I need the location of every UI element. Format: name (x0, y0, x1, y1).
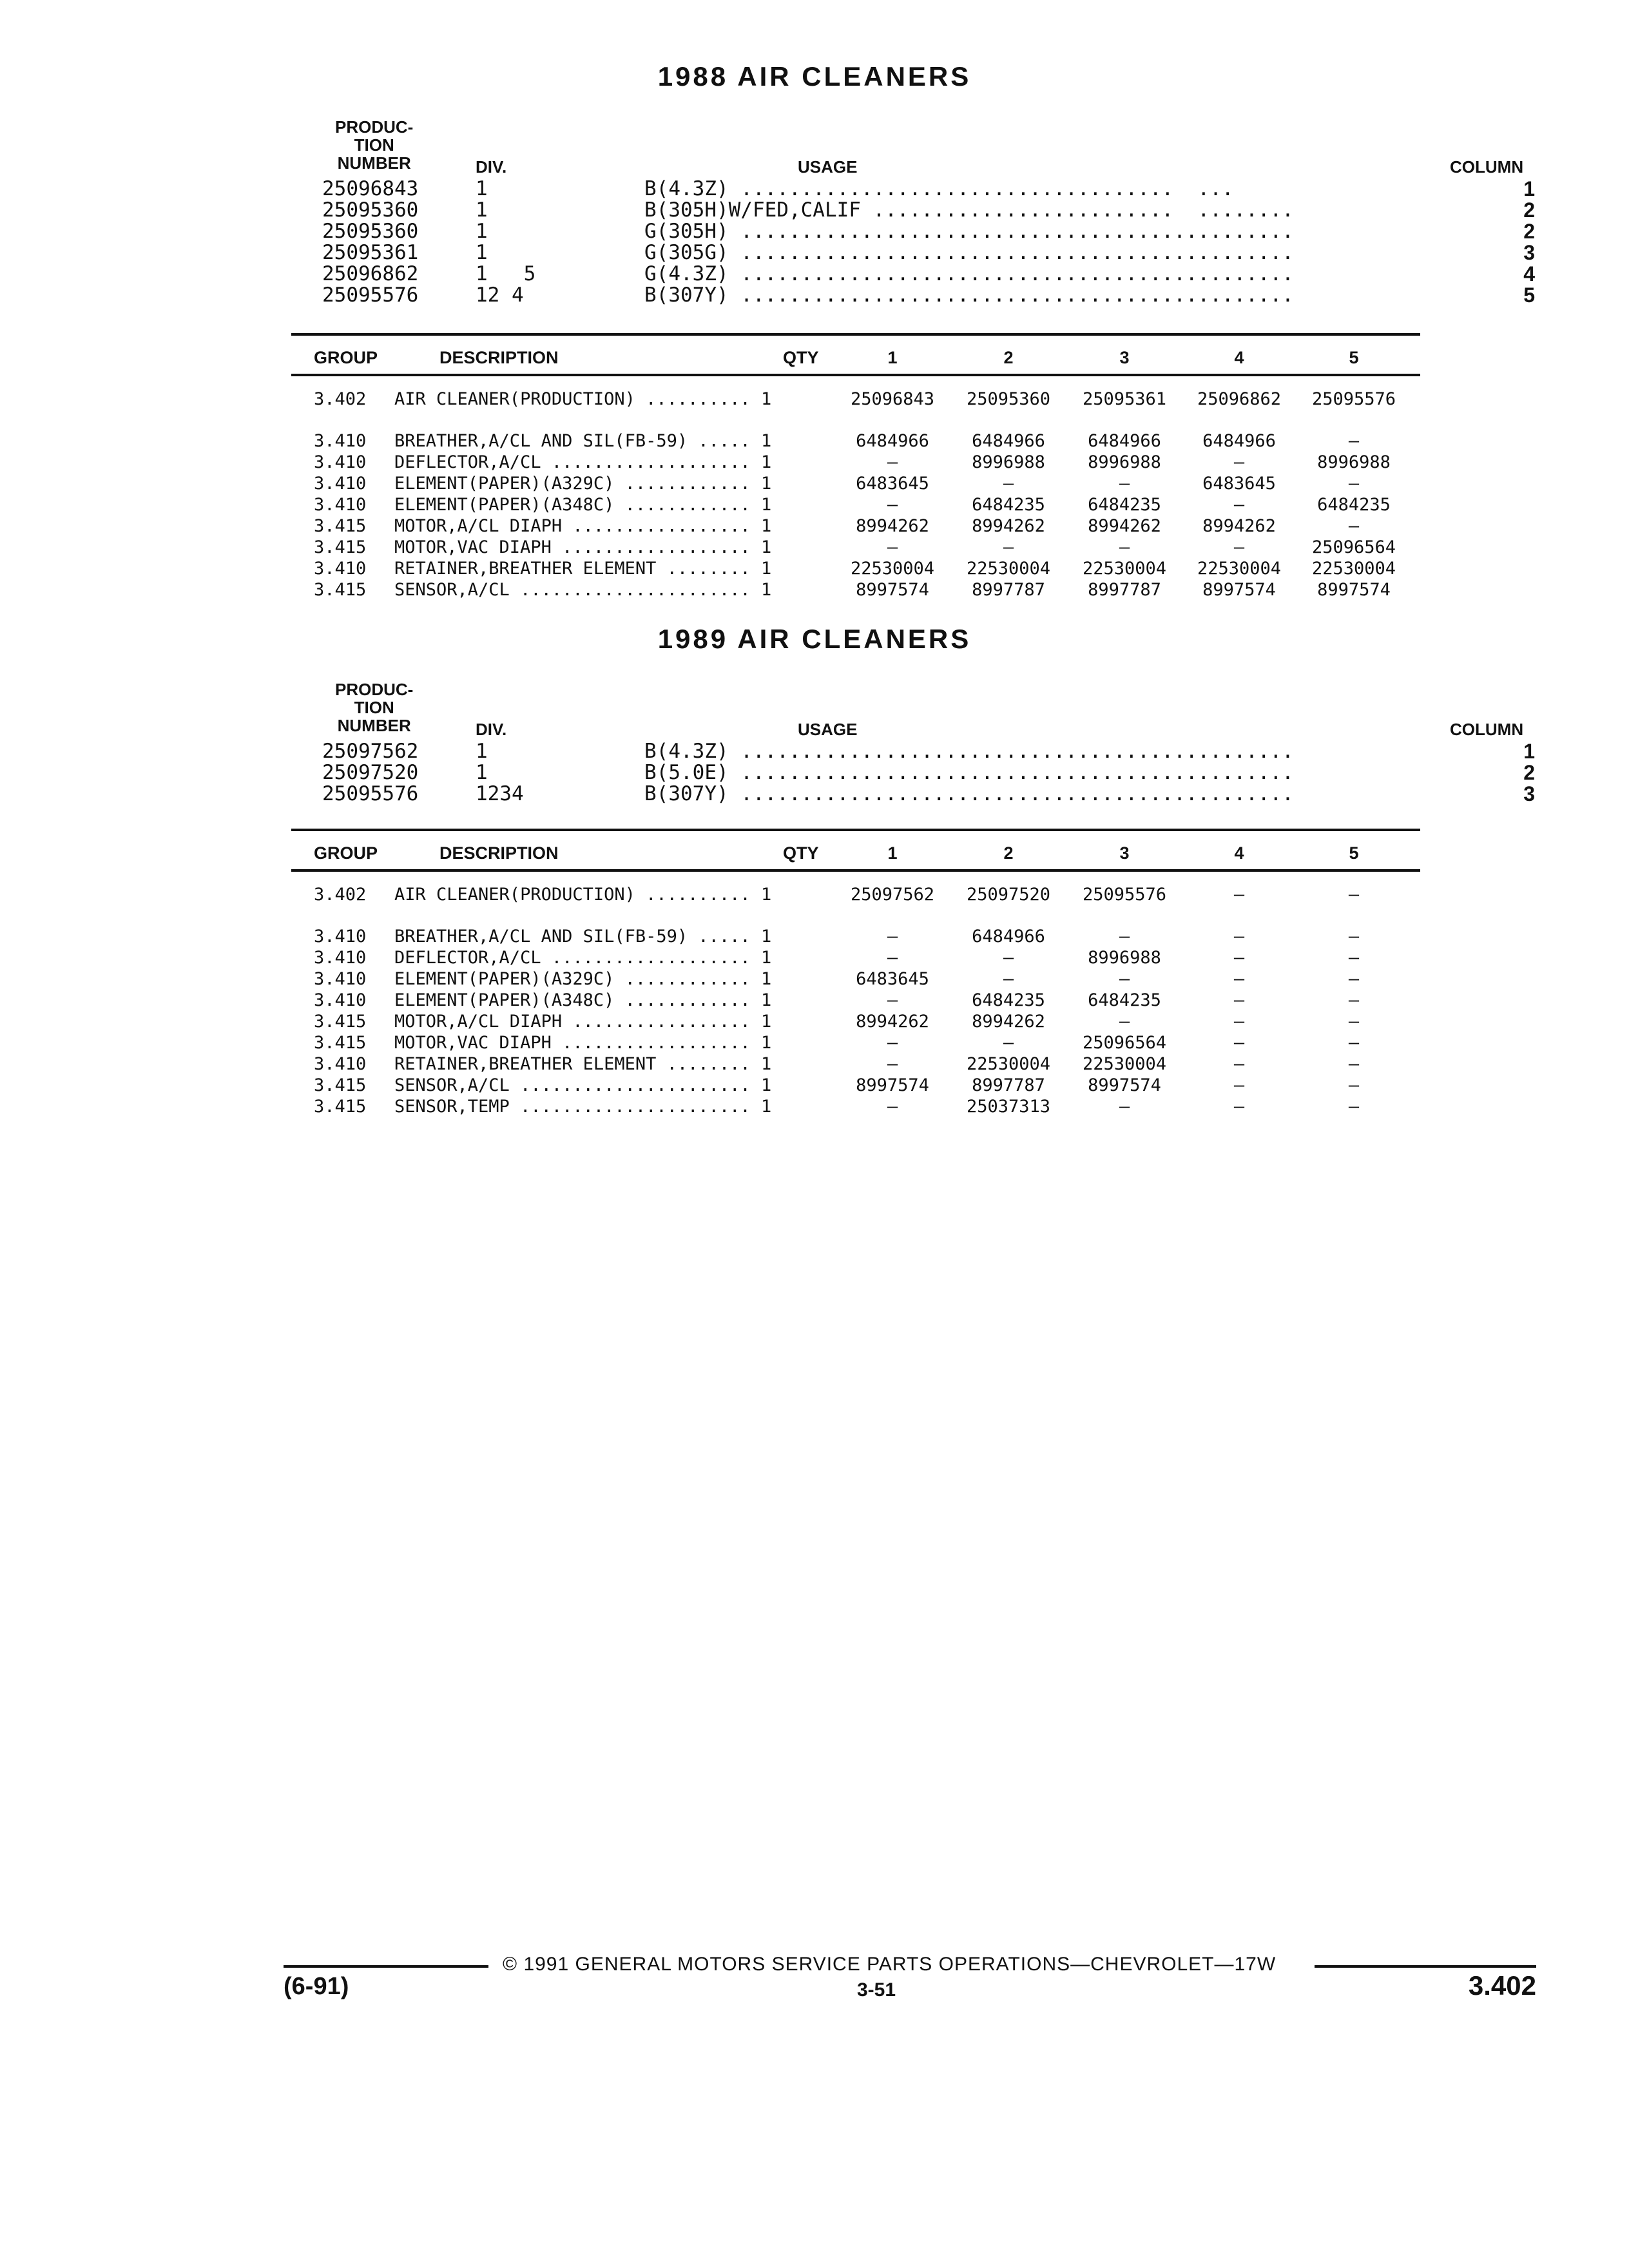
parts-row (0, 452, 1629, 473)
production-row (0, 264, 1629, 285)
part-number-col-5: — (1348, 948, 1360, 968)
column-number: 1 (1523, 177, 1535, 200)
division: 1 (476, 241, 488, 264)
col-1-header: 1 (887, 348, 898, 367)
part-number-col-5: 25095576 (1311, 389, 1396, 409)
part-number-col-2: — (1003, 474, 1014, 494)
copyright-notice: © 1991 GENERAL MOTORS SERVICE PARTS OPERATIONS—CHEVROLET—17W (503, 1954, 1277, 1975)
part-number-col-3: 25095361 (1082, 389, 1167, 409)
part-number-col-3: 22530004 (1082, 1054, 1167, 1074)
part-number-col-1: — (887, 990, 898, 1010)
part-number-col-3: 22530004 (1082, 559, 1167, 579)
parts-row (0, 473, 1629, 494)
part-description: ELEMENT(PAPER)(A348C) ............ 1 (394, 990, 772, 1010)
part-number-col-4: — (1233, 537, 1245, 557)
part-number-col-1: 8994262 (856, 516, 929, 536)
part-number-col-5: — (1348, 516, 1360, 536)
division: 1 (476, 220, 488, 243)
group-code: 3.410 (314, 969, 367, 989)
parts-row (0, 579, 1629, 601)
part-number-col-1: — (887, 1054, 898, 1074)
production-number: 25095576 (322, 782, 419, 805)
part-description: RETAINER,BREATHER ELEMENT ........ 1 (394, 1054, 772, 1074)
parts-row (0, 494, 1629, 515)
part-number-col-1: — (887, 537, 898, 557)
qty-header: QTY (783, 348, 819, 367)
production-number: 25096862 (322, 262, 419, 285)
part-number-col-2: 8997787 (972, 1075, 1045, 1095)
column-number: 2 (1523, 198, 1535, 222)
part-number-col-5: — (1348, 990, 1360, 1010)
group-code: 3.410 (314, 495, 367, 515)
div-header: DIV. (476, 157, 507, 177)
part-number-col-5: — (1348, 927, 1360, 947)
usage-header: USAGE (798, 720, 858, 739)
group-code: 3.415 (314, 1075, 367, 1095)
part-number-col-1: — (887, 495, 898, 515)
page-number: 3-51 (856, 1979, 896, 2001)
group-code: 3.410 (314, 1054, 367, 1074)
part-description: DEFLECTOR,A/CL ................... 1 (394, 948, 772, 968)
part-number-col-3: 8994262 (1088, 516, 1161, 536)
col-5-header: 5 (1349, 348, 1359, 367)
group-code: 3.402 (314, 885, 367, 905)
description-header: DESCRIPTION (439, 843, 559, 863)
part-number-col-5: — (1348, 1054, 1360, 1074)
part-number-col-2: 25037313 (966, 1097, 1051, 1117)
part-description: DEFLECTOR,A/CL ................... 1 (394, 452, 772, 472)
section-title: 1988 AIR CLEANERS (657, 61, 972, 91)
part-number-col-5: — (1348, 1012, 1360, 1032)
part-number-col-5: — (1348, 1075, 1360, 1095)
column-number: 1 (1523, 740, 1535, 763)
production-row (0, 783, 1629, 805)
part-number-col-1: 6483645 (856, 969, 929, 989)
part-number-col-4: — (1233, 1033, 1245, 1053)
part-description: MOTOR,A/CL DIAPH ................. 1 (394, 1012, 772, 1032)
division: 1 (476, 177, 488, 200)
part-number-col-1: — (887, 948, 898, 968)
group-reference: 3.402 (1468, 1970, 1536, 2001)
part-number-col-3: 6484966 (1088, 431, 1161, 451)
part-number-col-4: 6484966 (1202, 431, 1276, 451)
parts-row (0, 1032, 1629, 1053)
parts-row (0, 515, 1629, 537)
usage: B(5.0E) .............................................. (644, 762, 1294, 783)
group-header: GROUP (314, 348, 378, 367)
part-number-col-1: — (887, 927, 898, 947)
part-number-col-4: — (1233, 927, 1245, 947)
part-number-col-5: — (1348, 1033, 1360, 1053)
part-description: SENSOR,A/CL ...................... 1 (394, 580, 772, 600)
part-number-col-2: — (1003, 1033, 1014, 1053)
col-1-header: 1 (887, 843, 898, 863)
parts-row (0, 947, 1629, 968)
parts-table-header (0, 347, 1629, 369)
group-code: 3.410 (314, 990, 367, 1010)
part-description: SENSOR,TEMP ...................... 1 (394, 1097, 772, 1117)
part-number-col-3: — (1119, 1012, 1130, 1032)
division: 1234 (476, 782, 524, 805)
parts-row (0, 430, 1629, 452)
section-title: 1989 AIR CLEANERS (657, 624, 972, 654)
part-number-col-3: 6484235 (1088, 495, 1161, 515)
part-number-col-4: — (1233, 495, 1245, 515)
part-number-col-1: 8994262 (856, 1012, 929, 1032)
part-description: MOTOR,A/CL DIAPH ................. 1 (394, 516, 772, 536)
part-number-col-3: 25095576 (1082, 885, 1167, 905)
group-header: GROUP (314, 843, 378, 863)
usage: G(305G) .............................................. (644, 242, 1294, 264)
group-code: 3.415 (314, 580, 367, 600)
part-number-col-3: 8997787 (1088, 580, 1161, 600)
part-description: AIR CLEANER(PRODUCTION) .......... 1 (394, 885, 772, 905)
parts-row (0, 1011, 1629, 1032)
part-number-col-1: 25096843 (850, 389, 935, 409)
part-number-col-1: 22530004 (850, 559, 935, 579)
column-number: 3 (1523, 241, 1535, 264)
qty-header: QTY (783, 843, 819, 863)
group-code: 3.410 (314, 948, 367, 968)
production-row (0, 741, 1629, 762)
column-number: 5 (1523, 284, 1535, 307)
part-number-col-5: — (1348, 431, 1360, 451)
part-number-col-1: 25097562 (850, 885, 935, 905)
group-code: 3.415 (314, 1033, 367, 1053)
part-description: BREATHER,A/CL AND SIL(FB-59) ..... 1 (394, 431, 772, 451)
usage: B(4.3Z) .............................................. (644, 741, 1294, 762)
part-number-col-2: 8997787 (972, 580, 1045, 600)
part-number-col-4: 6483645 (1202, 474, 1276, 494)
parts-row (0, 990, 1629, 1011)
table-header-rule (291, 869, 1420, 872)
part-number-col-1: 8997574 (856, 580, 929, 600)
col-3-header: 3 (1119, 348, 1130, 367)
part-description: MOTOR,VAC DIAPH .................. 1 (394, 537, 772, 557)
column-header: COLUMN (1450, 157, 1524, 177)
division: 1 5 (476, 262, 536, 285)
usage: G(4.3Z) .............................................. (644, 264, 1294, 285)
part-number-col-2: 8994262 (972, 1012, 1045, 1032)
column-header: COLUMN (1450, 720, 1524, 739)
part-number-col-2: 6484966 (972, 431, 1045, 451)
usage: B(4.3Z) .................................... ... (644, 178, 1234, 200)
group-code: 3.415 (314, 1012, 367, 1032)
usage: B(305H)W/FED,CALIF ......................... ........ (644, 200, 1294, 221)
production-row (0, 242, 1629, 264)
part-description: MOTOR,VAC DIAPH .................. 1 (394, 1033, 772, 1053)
part-number-col-2: — (1003, 537, 1014, 557)
table-top-rule (291, 333, 1420, 336)
part-number-col-4: — (1233, 990, 1245, 1010)
part-number-col-3: 25096564 (1082, 1033, 1167, 1053)
parts-row (0, 537, 1629, 558)
part-description: AIR CLEANER(PRODUCTION) .......... 1 (394, 389, 772, 409)
part-description: SENSOR,A/CL ...................... 1 (394, 1075, 772, 1095)
table-header-rule (291, 374, 1420, 376)
usage: G(305H) .............................................. (644, 221, 1294, 242)
production-number-header: PRODUC- TION NUMBER (335, 680, 414, 735)
production-number: 25097520 (322, 761, 419, 784)
part-number-col-5: 8996988 (1317, 452, 1391, 472)
part-number-col-1: — (887, 1097, 898, 1117)
part-number-col-3: — (1119, 1097, 1130, 1117)
part-number-col-5: 25096564 (1311, 537, 1396, 557)
group-code: 3.410 (314, 927, 367, 947)
production-number-header: PRODUC- TION NUMBER (335, 117, 414, 173)
column-number: 2 (1523, 761, 1535, 784)
parts-row (0, 968, 1629, 990)
production-number: 25095360 (322, 198, 419, 222)
part-number-col-1: — (887, 1033, 898, 1053)
part-number-col-5: — (1348, 885, 1360, 905)
part-number-col-3: — (1119, 927, 1130, 947)
group-code: 3.410 (314, 431, 367, 451)
description-header: DESCRIPTION (439, 348, 559, 367)
part-number-col-5: 22530004 (1311, 559, 1396, 579)
column-number: 4 (1523, 262, 1535, 285)
part-number-col-1: 6484966 (856, 431, 929, 451)
footer-rule-right (1315, 1965, 1536, 1968)
div-header: DIV. (476, 720, 507, 739)
group-code: 3.410 (314, 474, 367, 494)
parts-row (0, 1053, 1629, 1075)
part-number-col-4: — (1233, 452, 1245, 472)
part-number-col-4: — (1233, 885, 1245, 905)
division: 1 (476, 198, 488, 222)
parts-row (0, 926, 1629, 947)
part-number-col-2: 8994262 (972, 516, 1045, 536)
part-number-col-3: 8996988 (1088, 452, 1161, 472)
part-number-col-2: 8996988 (972, 452, 1045, 472)
col-3-header: 3 (1119, 843, 1130, 863)
group-code: 3.415 (314, 537, 367, 557)
part-number-col-3: — (1119, 474, 1130, 494)
part-number-col-4: 8994262 (1202, 516, 1276, 536)
division: 1 (476, 740, 488, 763)
parts-row (0, 558, 1629, 579)
part-number-col-2: 6484235 (972, 990, 1045, 1010)
parts-table-header (0, 842, 1629, 864)
production-number: 25097562 (322, 740, 419, 763)
part-description: ELEMENT(PAPER)(A329C) ............ 1 (394, 474, 772, 494)
part-number-col-2: 6484966 (972, 927, 1045, 947)
part-number-col-4: — (1233, 1012, 1245, 1032)
part-description: RETAINER,BREATHER ELEMENT ........ 1 (394, 559, 772, 579)
production-row (0, 178, 1629, 200)
column-number: 3 (1523, 782, 1535, 805)
col-4-header: 4 (1234, 348, 1244, 367)
part-number-col-2: 6484235 (972, 495, 1045, 515)
group-code: 3.415 (314, 516, 367, 536)
part-number-col-2: 25097520 (966, 885, 1051, 905)
part-description: ELEMENT(PAPER)(A348C) ............ 1 (394, 495, 772, 515)
division: 12 4 (476, 284, 524, 307)
part-number-col-5: 8997574 (1317, 580, 1391, 600)
part-number-col-4: — (1233, 948, 1245, 968)
part-number-col-5: — (1348, 969, 1360, 989)
parts-row (0, 1096, 1629, 1117)
part-number-col-3: 6484235 (1088, 990, 1161, 1010)
production-number: 25095360 (322, 220, 419, 243)
usage: B(307Y) .............................................. (644, 783, 1294, 805)
division: 1 (476, 761, 488, 784)
production-row (0, 200, 1629, 221)
production-row (0, 762, 1629, 783)
part-number-col-1: 6483645 (856, 474, 929, 494)
col-5-header: 5 (1349, 843, 1359, 863)
part-number-col-4: — (1233, 1075, 1245, 1095)
part-description: ELEMENT(PAPER)(A329C) ............ 1 (394, 969, 772, 989)
part-number-col-3: — (1119, 969, 1130, 989)
part-number-col-4: — (1233, 1054, 1245, 1074)
part-number-col-5: — (1348, 474, 1360, 494)
part-number-col-2: 22530004 (966, 559, 1051, 579)
column-number: 2 (1523, 220, 1535, 243)
production-number: 25096843 (322, 177, 419, 200)
group-code: 3.415 (314, 1097, 367, 1117)
group-code: 3.410 (314, 559, 367, 579)
part-number-col-5: — (1348, 1097, 1360, 1117)
part-number-col-3: 8996988 (1088, 948, 1161, 968)
production-number: 25095361 (322, 241, 419, 264)
part-number-col-4: — (1233, 1097, 1245, 1117)
production-row (0, 285, 1629, 306)
parts-row (0, 1075, 1629, 1096)
col-2-header: 2 (1003, 348, 1014, 367)
part-number-col-4: 25096862 (1197, 389, 1282, 409)
part-number-col-2: — (1003, 948, 1014, 968)
part-number-col-1: 8997574 (856, 1075, 929, 1095)
footer-rule-left (284, 1965, 488, 1968)
part-number-col-3: — (1119, 537, 1130, 557)
parts-row (0, 884, 1629, 905)
usage-header: USAGE (798, 157, 858, 177)
table-top-rule (291, 829, 1420, 831)
usage: B(307Y) .............................................. (644, 285, 1294, 306)
group-code: 3.402 (314, 389, 367, 409)
production-row (0, 221, 1629, 242)
col-4-header: 4 (1234, 843, 1244, 863)
part-number-col-4: 22530004 (1197, 559, 1282, 579)
group-code: 3.410 (314, 452, 367, 472)
part-number-col-3: 8997574 (1088, 1075, 1161, 1095)
part-description: BREATHER,A/CL AND SIL(FB-59) ..... 1 (394, 927, 772, 947)
part-number-col-2: 25095360 (966, 389, 1051, 409)
part-number-col-2: 22530004 (966, 1054, 1051, 1074)
date-code: (6-91) (284, 1973, 349, 2000)
part-number-col-2: — (1003, 969, 1014, 989)
parts-row (0, 389, 1629, 410)
part-number-col-4: 8997574 (1202, 580, 1276, 600)
part-number-col-5: 6484235 (1317, 495, 1391, 515)
part-number-col-4: — (1233, 969, 1245, 989)
production-number: 25095576 (322, 284, 419, 307)
col-2-header: 2 (1003, 843, 1014, 863)
part-number-col-1: — (887, 452, 898, 472)
